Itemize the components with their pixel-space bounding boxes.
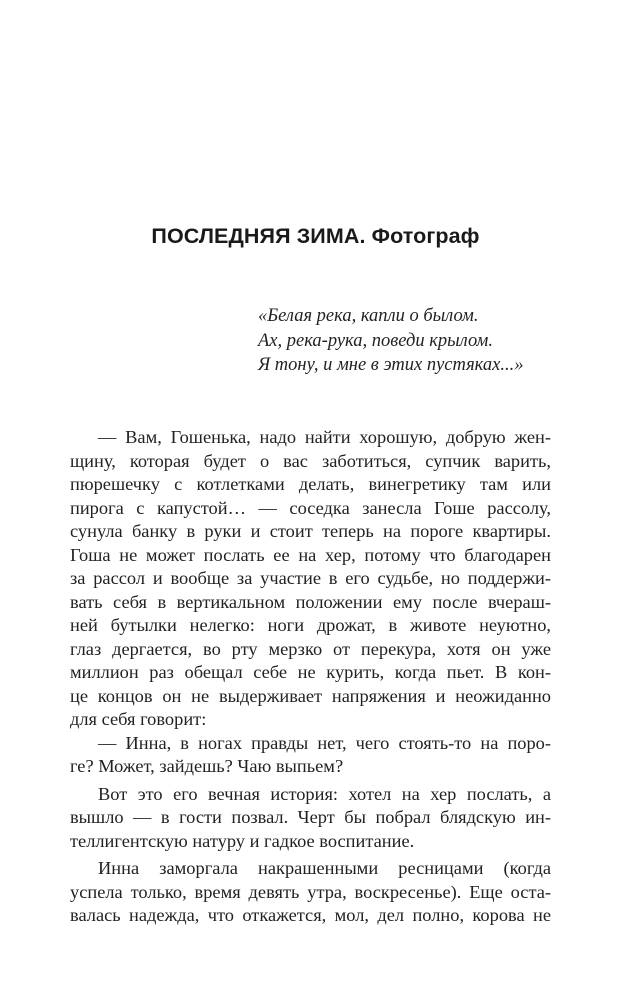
body-text (70, 426, 551, 928)
text-line: за рассол и вообще за участие в его судьбе, но поддержи- (70, 568, 551, 588)
text-line: — Вам, Гошенька, надо найти хорошую, добрую жен- (98, 427, 551, 447)
text-line: для себя говорит: (70, 709, 207, 729)
text-line: теллигентскую натуру и гадкое воспитание. (70, 830, 415, 851)
text-line: глаз дергается, во рту мерзко от перекура, хотя он уже (70, 638, 551, 659)
text-line: сунула банку в руки и стоит теперь на пороге квартиры. (70, 521, 551, 541)
chapter-title: ПОСЛЕДНЯЯ ЗИМА. Фотограф (151, 224, 480, 248)
epigraph-line: «Белая река, капли о былом. (258, 306, 479, 326)
epigraph-line: Я тону, и мне в этих пустяках...» (258, 355, 524, 375)
text-line: вать себя в вертикальном положении ему после вчераш- (70, 591, 551, 612)
text-line: ге? Может, зайдешь? Чаю выпьем? (70, 756, 344, 776)
text-line: Вот это его вечная история: хотел на хер послать, а (98, 783, 551, 804)
text-line: Инна заморгала накрашенными ресницами (когда (98, 858, 551, 878)
text-line: — Инна, в ногах правды нет, чего стоять-то на поро- (98, 732, 551, 753)
text-line: успела только, время девять утра, воскресенье). Еще оста- (70, 881, 551, 902)
text-line: вышло — в гости позвал. Черт бы побрал блядскую ин- (70, 807, 551, 827)
text-line: Гоша не может послать ее на хер, потому что благодарен (70, 544, 551, 565)
text-line: валась надежда, что откажется, мол, дел полно, корова не (70, 905, 551, 925)
text-line: пюрешечку с котлетками делать, винегретику там или (70, 474, 551, 494)
text-line: це концов он не выдерживает напряжения и неожиданно (70, 685, 551, 706)
epigraph-line: Ах, река-рука, поведи крылом. (258, 330, 493, 351)
epigraph (258, 304, 578, 378)
text-line: ней бутылки нелегко: ноги дрожат, в животе неуютно, (70, 615, 551, 635)
text-line: миллион раз обещал себе не курить, когда пьет. В кон- (70, 662, 551, 682)
text-line: щину, которая будет о вас заботиться, супчик варить, (70, 450, 551, 471)
text-line: пирога с капустой… — соседка занесла Гоше рассолу, (70, 497, 551, 518)
